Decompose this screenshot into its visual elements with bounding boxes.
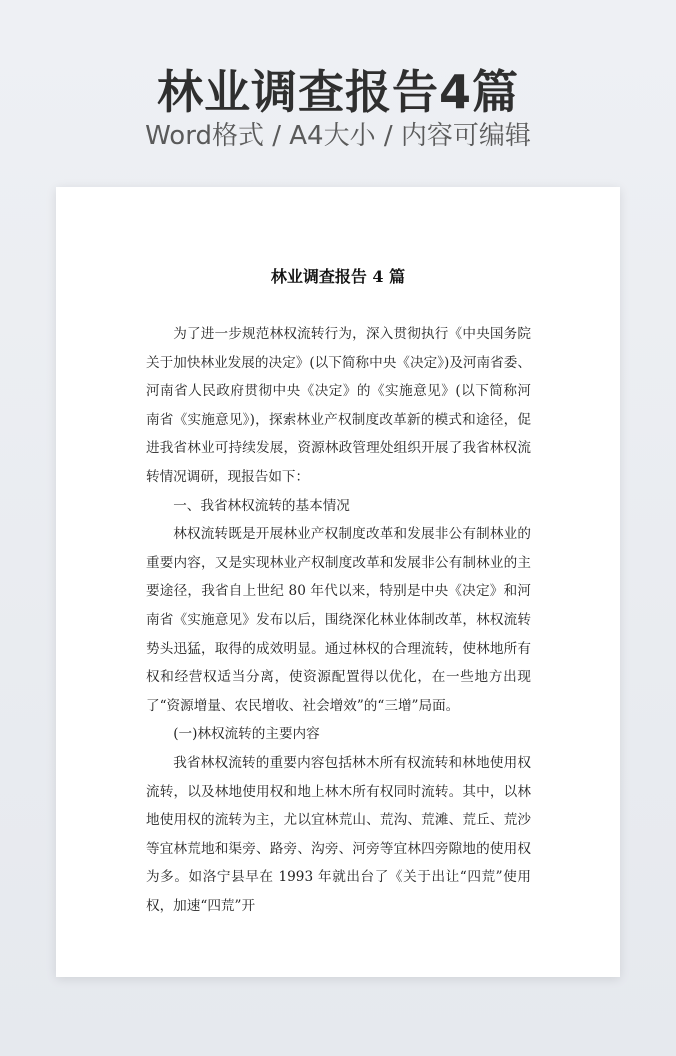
banner-subtitle: Word格式 / A4大小 / 内容可编辑: [145, 121, 531, 151]
paragraph-subsection-1: 我省林权流转的重要内容包括林木所有权流转和林地使用权流转，以及林地使用权和地上林木所有权同时流转。其中，以林地使用权的流转为主，尤以宜林荒山、荒沟、荒滩、荒丘、荒沙等宜林荒地和渠旁、路旁、沟旁、河旁等宜林四旁隙地的使用权为多。如洛宁县早在 1993 年就出台了《关于出让“四荒”使用权，加速“四荒”开: [146, 754, 531, 914]
document-title: 林业调查报告 4 篇: [270, 267, 406, 286]
document-body: [146, 320, 531, 920]
banner-title: 林业调查报告4篇: [156, 65, 519, 119]
paragraph-intro: 为了进一步规范林权流转行为，深入贯彻执行《中央国务院关于加快林业发展的决定》(以下简称中央《决定》)及河南省委、河南省人民政府贯彻中央《决定》的《实施意见》(以下简称河南省《实施意见》)，探索林业产权制度改革新的模式和途径，促进我省林业可持续发展，资源林政管理处组织开展了我省林权流转情况调研，现报告如下：: [146, 326, 531, 485]
section-heading-1: 一、我省林权流转的基本情况: [173, 497, 350, 514]
document-page: [56, 187, 620, 977]
subsection-heading-1: (一)林权流转的主要内容: [173, 726, 320, 743]
paragraph-section-1: 林权流转既是开展林业产权制度改革和发展非公有制林业的重要内容，又是实现林业产权制度改革和发展非公有制林业的主要途径，我省自上世纪 80 年代以来，特别是中央《决定》和河南省《实施意见》发布以后，围绕深化林业体制改革，林权流转势头迅猛，取得的成效明显。通过林权的合理流转，使林地所有权和经营权适当分离，使资源配置得以优化，在一些地方出现了“资源增量、农民增收、社会增效”的“三增”局面。: [146, 526, 531, 714]
